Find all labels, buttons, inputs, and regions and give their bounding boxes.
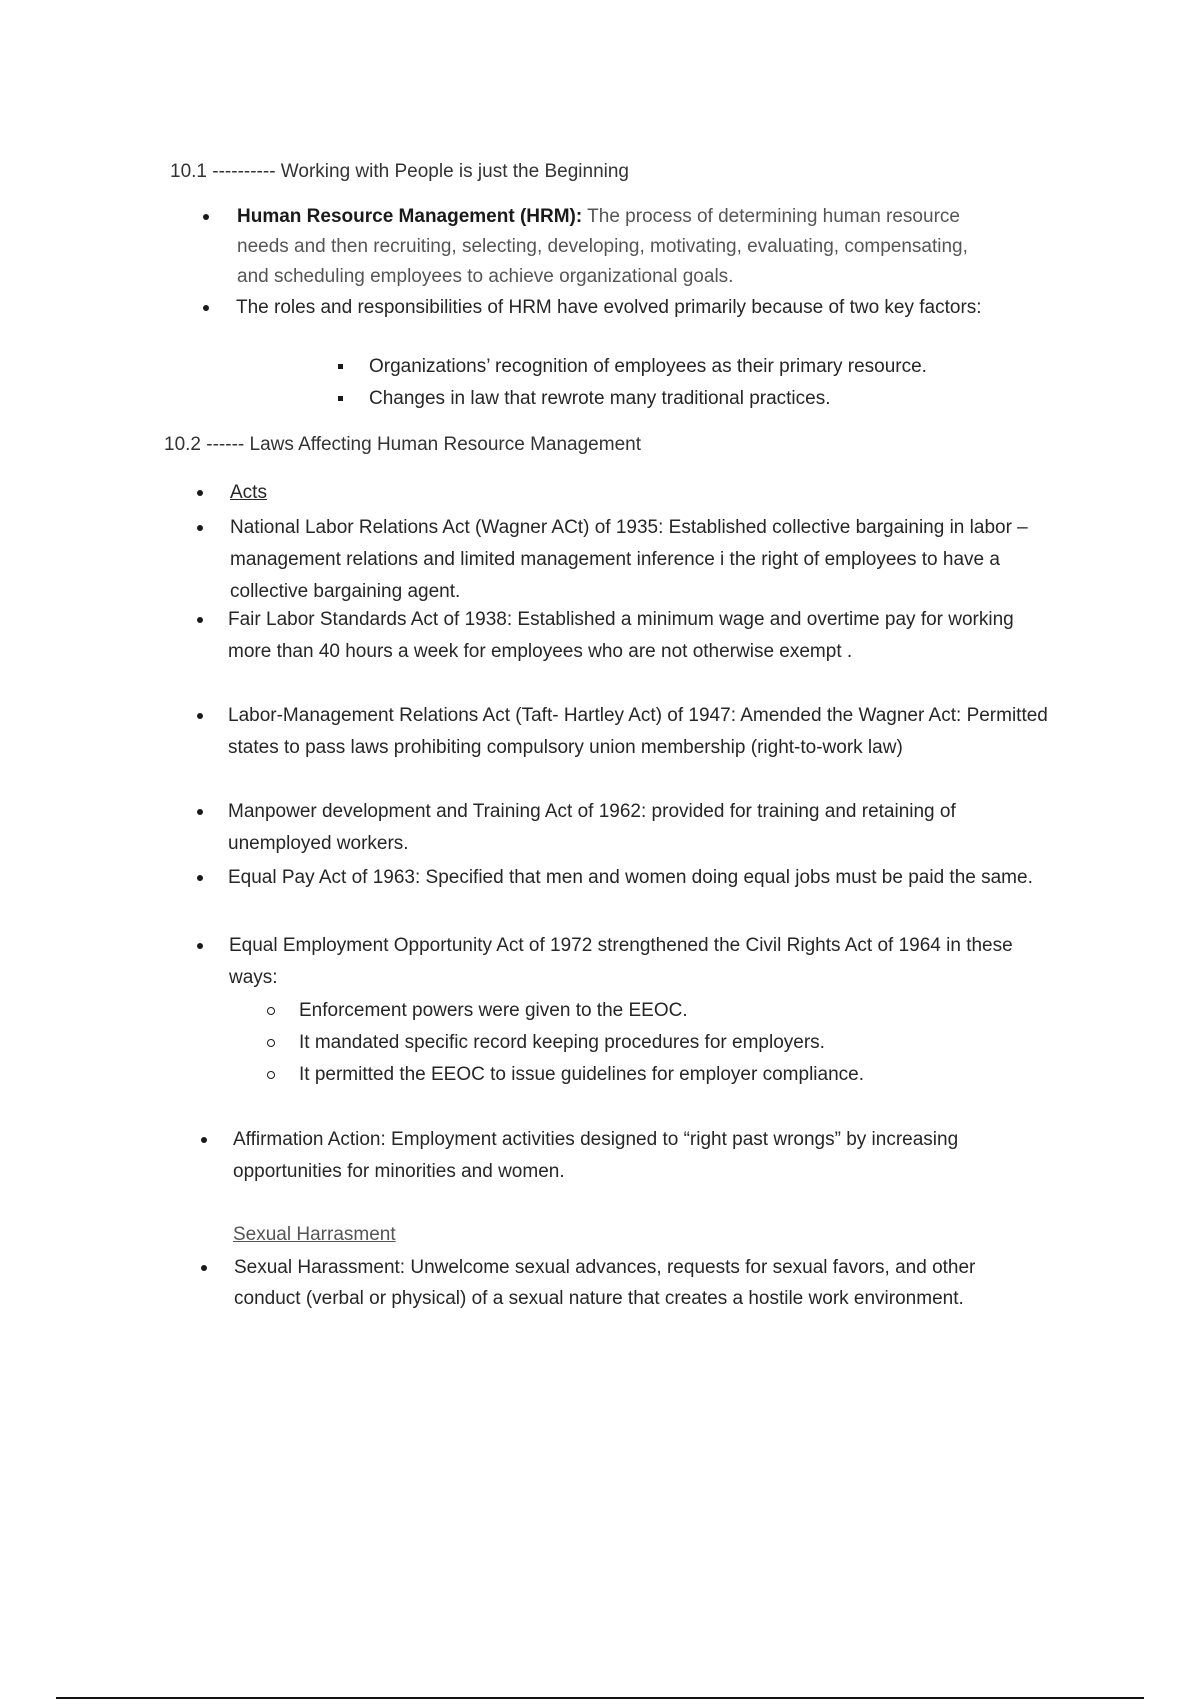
list-item-eeo-way: [266, 996, 1026, 1026]
list-item-act: [194, 862, 1054, 894]
sexual-harassment-text: Sexual Harassment: Unwelcome sexual advances, requests for sexual favors, and other conduct (verbal or physical) of a sexual nature that creates a hostile work environment.: [234, 1257, 976, 1309]
bullet-icon: [197, 943, 203, 949]
bullet-icon: [197, 713, 203, 719]
roles-text: The roles and responsibilities of HRM have evolved primarily because of two key factors:: [236, 297, 982, 318]
hrm-text: [237, 202, 980, 292]
circle-bullet-icon: [267, 1007, 275, 1015]
list-item-act: [194, 604, 1054, 668]
factor-text: Changes in law that rewrote many traditional practices.: [369, 388, 831, 409]
bullet-icon: [197, 525, 203, 531]
act-text: Fair Labor Standards Act of 1938: Established a minimum wage and overtime pay for working more than 40 hours a week for employees who are not otherwise exempt .: [228, 609, 1014, 662]
list-item-act: [194, 796, 1054, 860]
eeo-way-text: It mandated specific record keeping procedures for employers.: [299, 1032, 825, 1053]
list-item-sexual-harassment: [198, 1252, 1038, 1314]
section-heading-10-2: 10.2 ------ Laws Affecting Human Resource Management: [164, 434, 641, 455]
affirmation-text: Affirmation Action: Employment activities designed to “right past wrongs” by increasing opportunities for minorities and women.: [233, 1129, 959, 1182]
list-item-roles: [200, 293, 990, 323]
act-text: Equal Employment Opportunity Act of 1972 strengthened the Civil Rights Act of 1964 in these ways:: [229, 935, 1013, 988]
bottom-divider: [56, 1697, 1144, 1699]
acts-label: Acts: [230, 482, 267, 503]
factor-text: Organizations’ recognition of employees as their primary resource.: [369, 356, 927, 377]
list-item-factor-2: [336, 384, 1056, 414]
act-text: Equal Pay Act of 1963: Specified that men and women doing equal jobs must be paid the same.: [228, 867, 1033, 888]
act-text: National Labor Relations Act (Wagner ACt) of 1935: Established collective bargaining in labor – management relations and limited management inference i the right of employees to have a collective bargaining agent.: [230, 517, 1028, 602]
square-bullet-icon: [338, 364, 343, 369]
list-item-affirmation: [198, 1124, 1008, 1188]
bullet-icon: [197, 809, 203, 815]
list-item-eeo-way: [266, 1060, 1026, 1090]
bullet-icon: [197, 490, 203, 496]
hrm-definition: The process of determining human resource needs and then recruiting, selecting, developing, motivating, evaluating, compensating, and scheduling employees to achieve organizational goals.: [237, 206, 968, 287]
list-item-act: [194, 700, 1054, 764]
eeo-way-text: Enforcement powers were given to the EEOC.: [299, 1000, 688, 1021]
bullet-icon: [203, 214, 209, 220]
sexual-harassment-label: Sexual Harrasment: [233, 1224, 396, 1245]
eeo-way-text: It permitted the EEOC to issue guidelines for employer compliance.: [299, 1064, 864, 1085]
list-item-act: [194, 930, 1054, 994]
list-item-act: [194, 512, 1054, 608]
bullet-icon: [203, 305, 209, 311]
act-text: Labor-Management Relations Act (Taft- Hartley Act) of 1947: Amended the Wagner Act: Permitted states to pass laws prohibiting compulsory union membership (right-to-work law): [228, 705, 1048, 758]
list-item-eeo-way: [266, 1028, 1026, 1058]
bullet-icon: [201, 1137, 207, 1143]
list-item-hrm: [200, 202, 980, 292]
hrm-term: Human Resource Management (HRM):: [237, 206, 583, 227]
square-bullet-icon: [338, 396, 343, 401]
circle-bullet-icon: [267, 1071, 275, 1079]
section-heading-10-1: 10.1 ---------- Working with People is just the Beginning: [170, 161, 629, 182]
list-item-factor-1: [336, 352, 1056, 382]
bullet-icon: [197, 617, 203, 623]
circle-bullet-icon: [267, 1039, 275, 1047]
bullet-icon: [201, 1265, 207, 1271]
list-item-acts-label: [194, 478, 894, 508]
bullet-icon: [197, 875, 203, 881]
act-text: Manpower development and Training Act of 1962: provided for training and retaining of unemployed workers.: [228, 801, 956, 854]
